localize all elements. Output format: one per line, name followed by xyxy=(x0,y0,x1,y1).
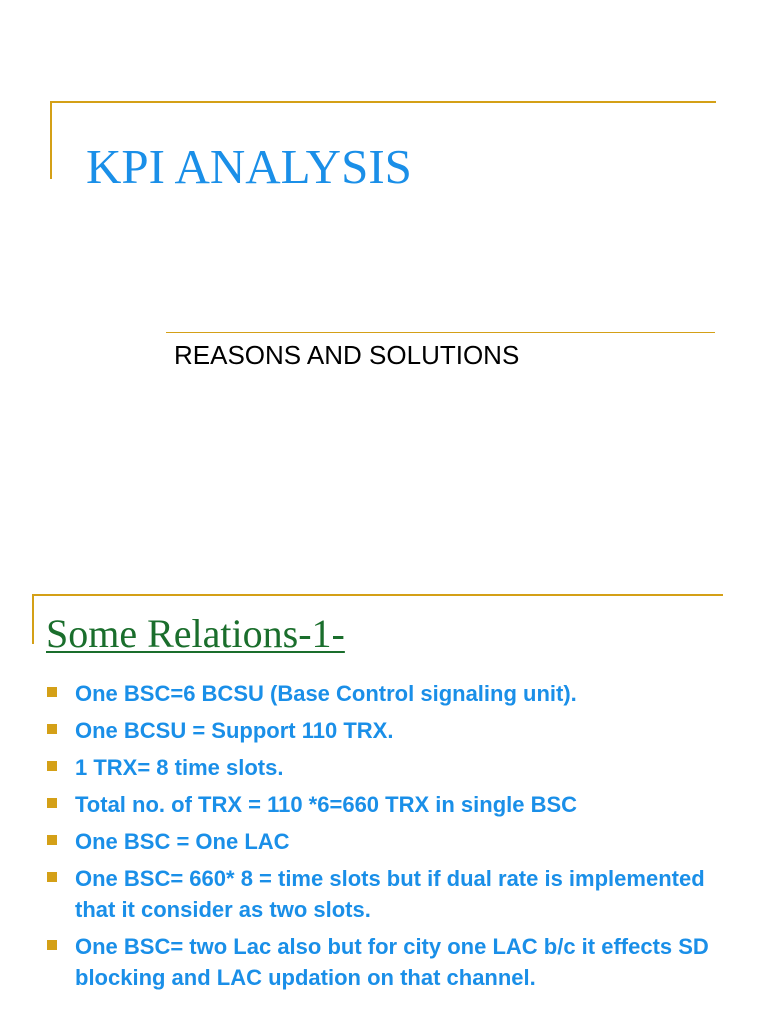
slide1-title: KPI ANALYSIS xyxy=(86,139,412,194)
slide1-top-rule xyxy=(50,101,716,103)
slide2-top-rule xyxy=(32,594,723,596)
bullet-text: One BSC= two Lac also but for city one LAC b/c it effects SD blocking and LAC updation on that channel. xyxy=(75,934,709,990)
list-item xyxy=(44,715,744,746)
square-bullet-icon xyxy=(47,835,57,845)
bullet-text: One BSC = One LAC xyxy=(75,829,290,854)
bullet-text: One BCSU = Support 110 TRX. xyxy=(75,718,394,743)
square-bullet-icon xyxy=(47,687,57,697)
list-item xyxy=(44,826,744,857)
slide2-title: Some Relations-1- xyxy=(46,611,345,656)
bullet-list xyxy=(44,678,744,999)
bullet-text: 1 TRX= 8 time slots. xyxy=(75,755,284,780)
slide1-subtitle-rule xyxy=(166,332,715,333)
square-bullet-icon xyxy=(47,724,57,734)
bullet-text: One BSC= 660* 8 = time slots but if dual rate is implemented that it consider as two slots. xyxy=(75,866,705,922)
bullet-text: Total no. of TRX = 110 *6=660 TRX in single BSC xyxy=(75,792,578,817)
square-bullet-icon xyxy=(47,872,57,882)
slide2-left-rule xyxy=(32,594,34,644)
list-item xyxy=(44,752,744,783)
list-item xyxy=(44,678,744,709)
slide1-subtitle: REASONS AND SOLUTIONS xyxy=(174,340,520,370)
list-item xyxy=(44,789,744,820)
square-bullet-icon xyxy=(47,761,57,771)
list-item xyxy=(44,863,744,925)
square-bullet-icon xyxy=(47,798,57,808)
bullet-text: One BSC=6 BCSU (Base Control signaling unit). xyxy=(75,681,577,706)
slide1-left-rule xyxy=(50,101,52,179)
list-item xyxy=(44,931,744,993)
square-bullet-icon xyxy=(47,940,57,950)
